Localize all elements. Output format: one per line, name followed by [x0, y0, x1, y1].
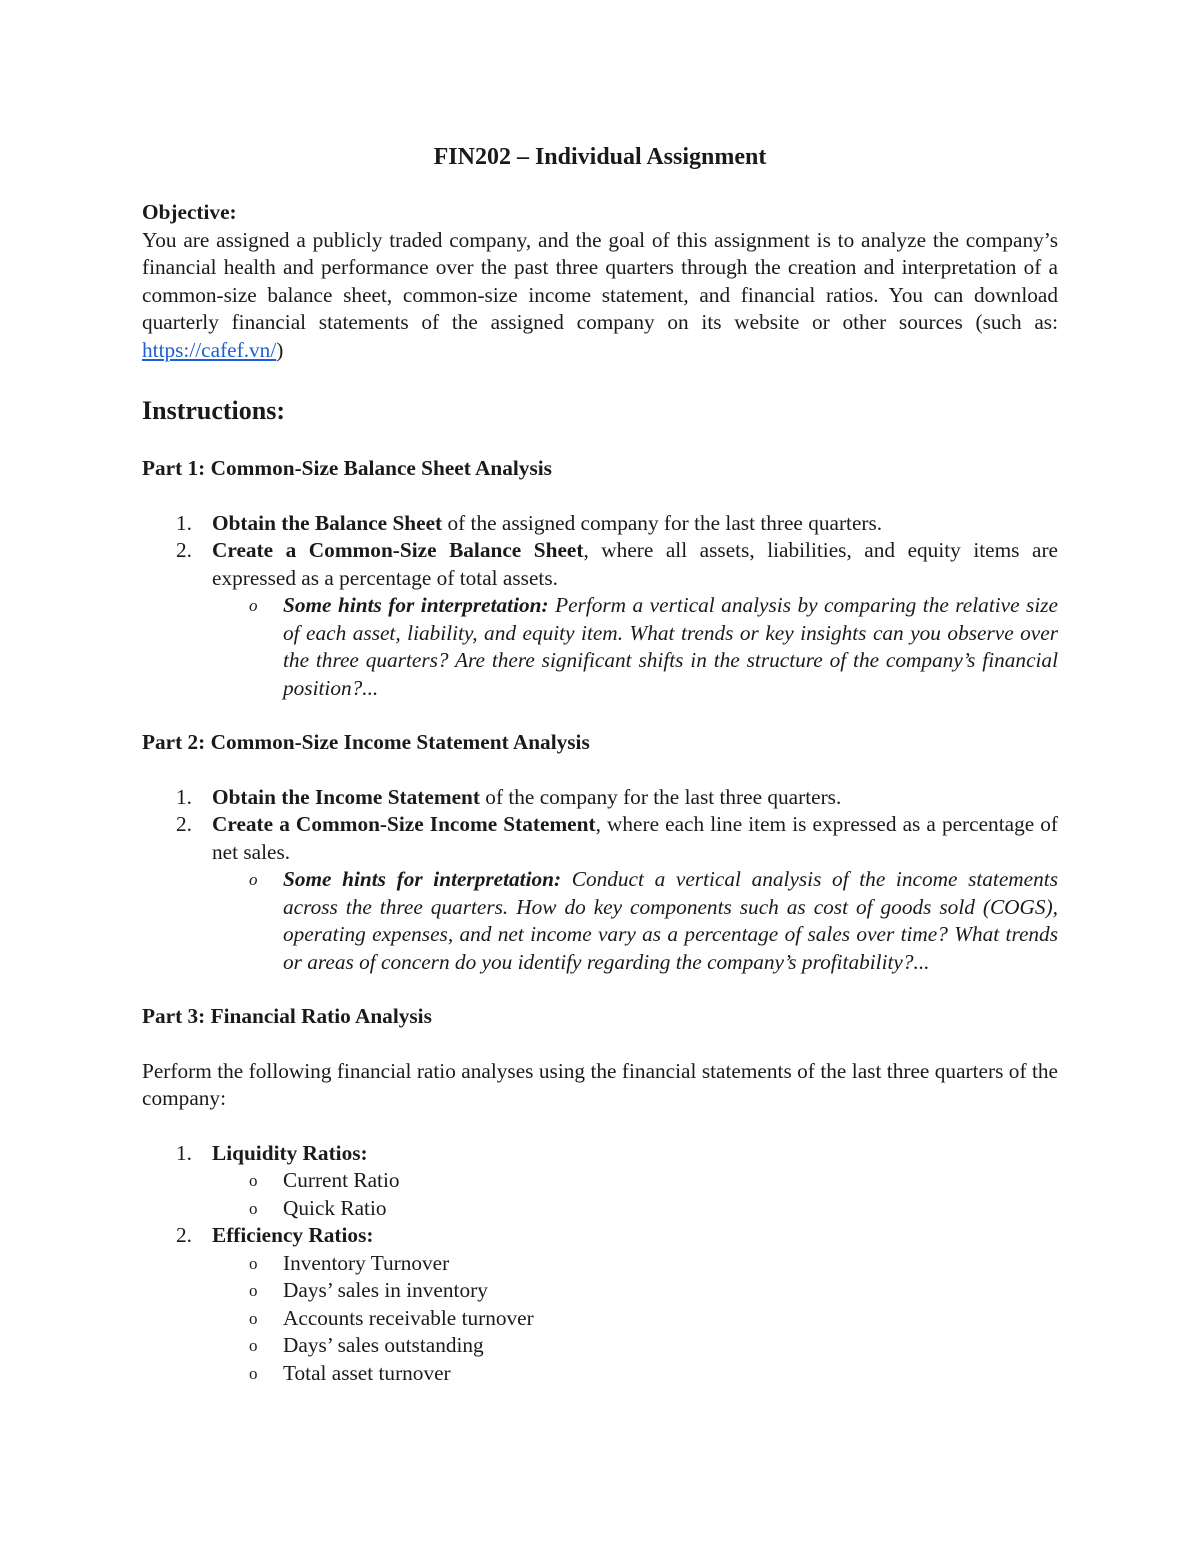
- bullet-icon: o: [249, 1253, 258, 1273]
- step-bold: Create a Common-Size Balance Sheet: [212, 538, 584, 562]
- step-number: 2.: [176, 812, 192, 836]
- part1-steps: [142, 510, 1058, 703]
- bullet-icon: o: [249, 1281, 258, 1300]
- step-number: 2.: [176, 538, 192, 562]
- ratio-item-label: Days’ sales in inventory: [283, 1278, 488, 1302]
- efficiency-ratio-list: [212, 1250, 1058, 1388]
- cafef-link[interactable]: https://cafef.vn/: [142, 337, 277, 362]
- ratio-group-label: Efficiency Ratios:: [212, 1223, 374, 1247]
- step-number: 2.: [176, 1223, 192, 1247]
- step-text: , where all assets, liabilities, and equity items are expressed as a percentage of total assets.: [212, 538, 1058, 590]
- part1-step-1: [142, 510, 1058, 538]
- hint-text: Conduct a vertical analysis of the income statements across the three quarters. How do key components such as cost of goods sold (COGS), operating expenses, and net income vary as a percentage of sales over time? What trends or areas of concern do you identify regarding the company’s profitability?...: [283, 867, 1058, 974]
- step-text: of the company for the last three quarters.: [479, 784, 842, 809]
- part3-ratio-groups: [142, 1140, 1058, 1388]
- bullet-icon: o: [249, 1198, 258, 1218]
- ratio-item-label: Quick Ratio: [283, 1195, 387, 1220]
- step-text: , where each line item is expressed as a percentage of net sales.: [212, 812, 1059, 864]
- part2-step-2: [142, 811, 1058, 976]
- ratio-item: [212, 1305, 1058, 1333]
- ratio-group-efficiency: [142, 1222, 1058, 1387]
- ratio-item: [212, 1360, 1058, 1388]
- objective-label: Objective:: [142, 200, 237, 224]
- ratio-item: [212, 1332, 1058, 1360]
- ratio-item-label: Current Ratio: [283, 1168, 400, 1192]
- part3-intro: Perform the following financial ratio analyses using the financial statements of the last three quarters of the company:: [142, 1058, 1058, 1110]
- ratio-item-label: Total asset turnover: [283, 1360, 451, 1385]
- ratio-group-liquidity: [142, 1140, 1058, 1223]
- step-text: of the assigned company for the last three quarters.: [442, 510, 883, 535]
- step-bold: Create a Common-Size Income Statement: [212, 812, 596, 836]
- hint-bold: Some hints for interpretation:: [283, 593, 549, 617]
- instructions-heading: Instructions:: [142, 396, 286, 425]
- bullet-icon: o: [249, 870, 258, 889]
- step-number: 1.: [176, 510, 192, 535]
- ratio-item: [212, 1167, 1058, 1195]
- part2-hints: [212, 866, 1058, 976]
- objective-paragraph: [142, 227, 1058, 365]
- liquidity-ratio-list: [212, 1167, 1058, 1222]
- ratio-group-label: Liquidity Ratios:: [212, 1140, 368, 1165]
- part1-hints: [212, 592, 1058, 702]
- ratio-item: [212, 1195, 1058, 1223]
- ratio-item-label: Accounts receivable turnover: [283, 1305, 534, 1330]
- part2-step-1: [142, 784, 1058, 812]
- objective-text: You are assigned a publicly traded company, and the goal of this assignment is to analyze the company’s financial health and performance over the past three quarters through the creation and interpretation of a common-size balance sheet, common-size income statement, and financial ratios. You can download quarterly financial statements of the assigned company on its website or other sources (such as:: [142, 227, 1058, 334]
- ratio-item: [212, 1277, 1058, 1305]
- step-bold: Obtain the Income Statement: [212, 784, 480, 809]
- ratio-item-label: Inventory Turnover: [283, 1250, 450, 1275]
- bullet-icon: o: [249, 1363, 258, 1383]
- part2-hint: [212, 866, 1058, 976]
- bullet-icon: o: [249, 1308, 258, 1328]
- step-bold: Obtain the Balance Sheet: [212, 510, 443, 535]
- hint-bold: Some hints for interpretation:: [283, 867, 562, 891]
- part1-hint: [212, 592, 1058, 702]
- bullet-icon: o: [249, 1171, 258, 1190]
- bullet-icon: o: [249, 1336, 258, 1355]
- part2-steps: [142, 784, 1058, 977]
- document-title: FIN202 – Individual Assignment: [433, 144, 767, 170]
- ratio-item: [212, 1250, 1058, 1278]
- bullet-icon: o: [249, 596, 258, 615]
- hint-text: Perform a vertical analysis by comparing the relative size of each asset, liability, and equity item. What trends or key insights can you observe over the three quarters? Are there significant shifts in the structure of the company’s financial position?...: [283, 593, 1058, 700]
- step-number: 1.: [176, 784, 192, 809]
- document-page: [142, 141, 1058, 1387]
- part1-step-2: [142, 537, 1058, 702]
- part3-heading: Part 3: Financial Ratio Analysis: [142, 1004, 432, 1028]
- part2-heading: Part 2: Common-Size Income Statement Analysis: [142, 730, 590, 754]
- step-number: 1.: [176, 1140, 192, 1165]
- objective-end: ): [276, 337, 284, 362]
- part1-heading: Part 1: Common-Size Balance Sheet Analysis: [142, 456, 552, 480]
- ratio-item-label: Days’ sales outstanding: [283, 1333, 484, 1357]
